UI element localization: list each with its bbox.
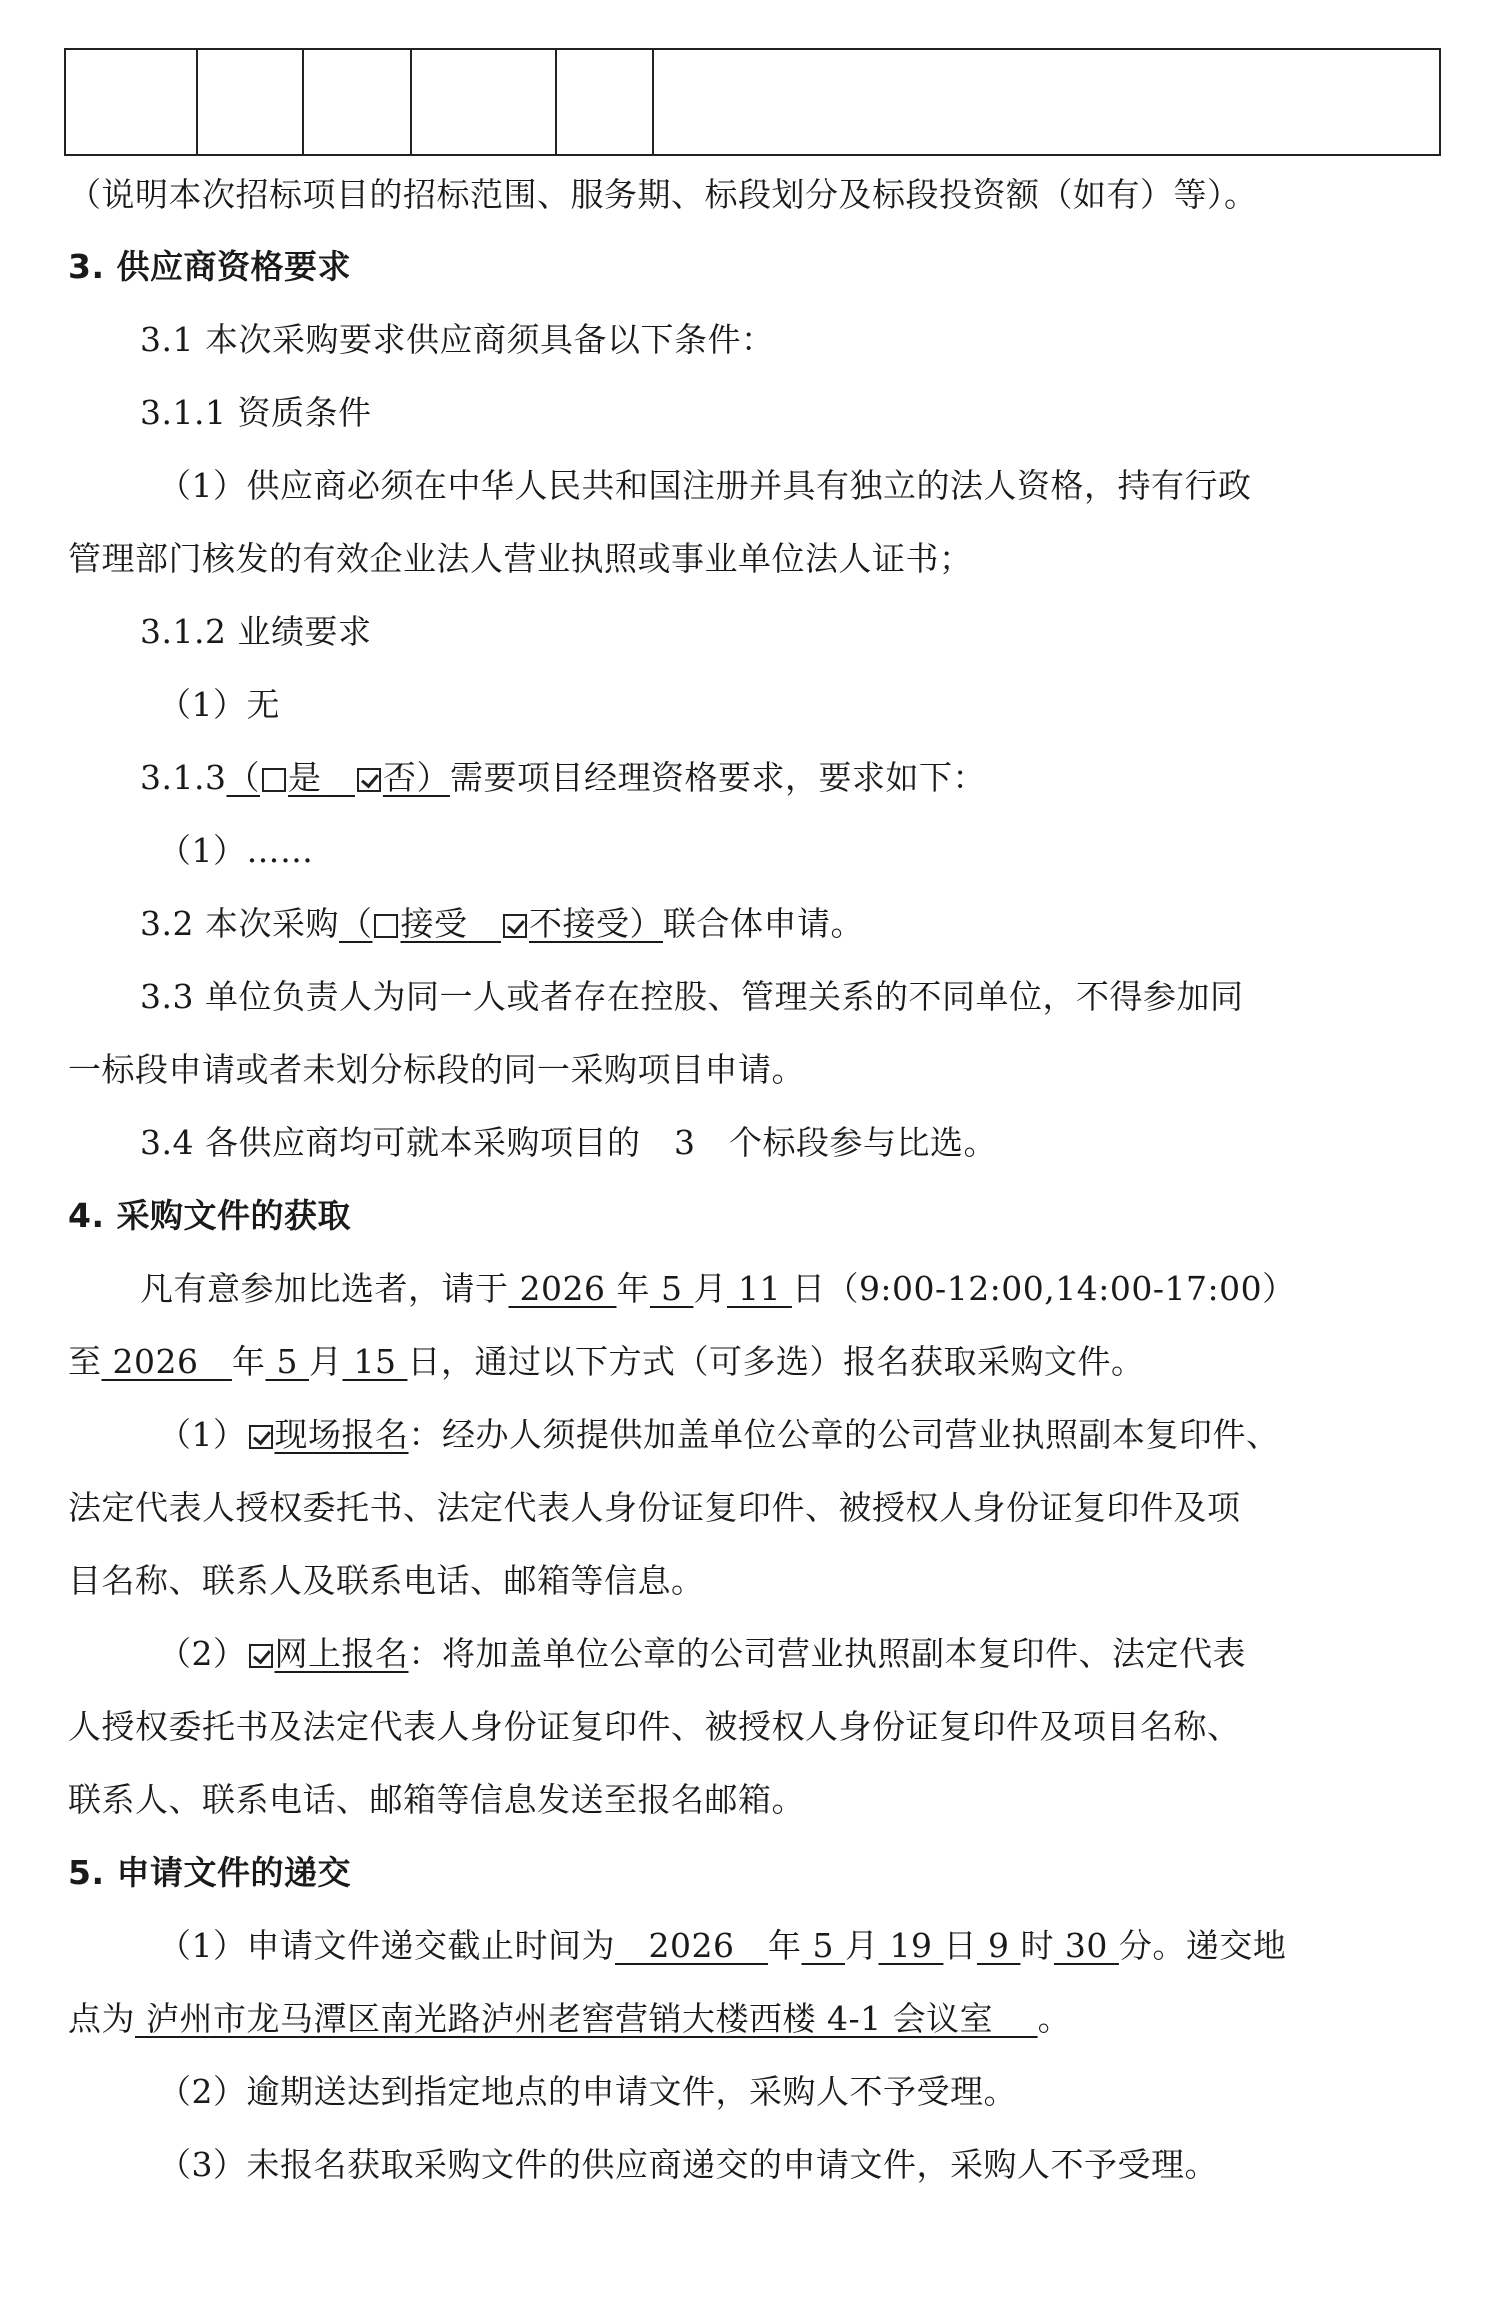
section-4-heading: 4. 采购文件的获取 bbox=[68, 1196, 351, 1235]
paren: （ bbox=[338, 904, 373, 943]
text: ：将加盖单位公章的公司营业执照副本复印件、法定代表 bbox=[408, 1634, 1246, 1673]
online-option bbox=[247, 1634, 409, 1673]
scope-note: （说明本次招标项目的招标范围、服务期、标段划分及标段投资额（如有）等）。 bbox=[68, 175, 1258, 214]
table-cell bbox=[198, 50, 304, 154]
table-row bbox=[64, 48, 1441, 156]
table-cell bbox=[557, 50, 654, 154]
submission-location bbox=[68, 1999, 1071, 2039]
end-month: 5 bbox=[265, 1342, 309, 1381]
text: 月 bbox=[844, 1926, 879, 1965]
text: 分。递交地 bbox=[1118, 1926, 1287, 1965]
checked-box-icon bbox=[249, 1644, 273, 1668]
table-cell bbox=[654, 50, 1439, 154]
text: （1） bbox=[158, 1415, 247, 1454]
submission-address: 泸州市龙马潭区南光路泸州老窖营销大楼西楼 4-1 会议室 bbox=[135, 1999, 1038, 2038]
pm-requirement-item: （1）…… bbox=[158, 831, 314, 870]
clause-3-3a: 3.3 单位负责人为同一人或者存在控股、管理关系的不同单位，不得参加同 bbox=[140, 977, 1244, 1016]
checked-box-icon bbox=[357, 768, 381, 792]
start-month: 5 bbox=[649, 1269, 694, 1308]
online-registration bbox=[158, 1634, 1246, 1674]
online-registration-c: 联系人、联系电话、邮箱等信息发送至报名邮箱。 bbox=[68, 1780, 805, 1819]
clause-number: 3.1.3 bbox=[140, 758, 227, 797]
unregistered-submission-note: （3）未报名获取采购文件的供应商递交的申请文件，采购人不予受理。 bbox=[158, 2145, 1218, 2184]
text: 点为 bbox=[68, 1999, 135, 2038]
registration-period-start bbox=[140, 1269, 1296, 1309]
consortium-choice bbox=[339, 904, 663, 943]
text: 月 bbox=[308, 1342, 343, 1381]
text: ：经办人须提供加盖单位公章的公司营业执照副本复印件、 bbox=[408, 1415, 1280, 1454]
text: 年 bbox=[767, 1926, 802, 1965]
clause-3-1-1: 3.1.1 资质条件 bbox=[140, 393, 372, 432]
deadline-minute: 30 bbox=[1053, 1926, 1119, 1965]
checked-box-icon bbox=[503, 914, 527, 938]
unchecked-box-icon bbox=[262, 768, 286, 792]
start-year: 2026 bbox=[508, 1269, 617, 1308]
clause-3-4: 3.4 各供应商均可就本采购项目的 3 个标段参与比选。 bbox=[140, 1123, 997, 1162]
option-yes: 是 bbox=[287, 758, 322, 797]
option-label: 网上报名 bbox=[274, 1634, 409, 1673]
start-day: 11 bbox=[726, 1269, 792, 1308]
clause-text: 3.2 本次采购 bbox=[140, 904, 339, 943]
onsite-option bbox=[247, 1415, 409, 1454]
text: 至 bbox=[68, 1342, 102, 1381]
deadline-year: 2026 bbox=[615, 1926, 768, 1965]
option-reject: 不接受） bbox=[528, 904, 663, 943]
section-5-heading: 5. 申请文件的递交 bbox=[68, 1853, 351, 1892]
late-submission-note: （2）逾期送达到指定地点的申请文件，采购人不予受理。 bbox=[158, 2072, 1017, 2111]
qualification-1b: 管理部门核发的有效企业法人营业执照或事业单位法人证书； bbox=[68, 539, 973, 578]
online-registration-b: 人授权委托书及法定代表人身份证复印件、被授权人身份证复印件及项目名称、 bbox=[68, 1707, 1241, 1746]
submission-deadline bbox=[158, 1926, 1286, 1966]
onsite-registration-b: 法定代表人授权委托书、法定代表人身份证复印件、被授权人身份证复印件及项 bbox=[68, 1488, 1241, 1527]
clause-text: 需要项目经理资格要求，要求如下： bbox=[449, 758, 986, 797]
end-day: 15 bbox=[342, 1342, 408, 1381]
paren: （ bbox=[226, 758, 260, 797]
text: 月 bbox=[693, 1269, 727, 1308]
text: 日 bbox=[943, 1926, 977, 1965]
text: 年 bbox=[616, 1269, 650, 1308]
text: 年 bbox=[231, 1342, 266, 1381]
option-no: 否） bbox=[382, 758, 450, 797]
deadline-day: 19 bbox=[878, 1926, 944, 1965]
table-cell bbox=[66, 50, 198, 154]
section-3-heading: 3. 供应商资格要求 bbox=[68, 247, 351, 286]
text: （2） bbox=[158, 1634, 247, 1673]
text: （1）申请文件递交截止时间为 bbox=[158, 1926, 615, 1965]
unchecked-box-icon bbox=[374, 914, 398, 938]
performance-none: （1）无 bbox=[158, 685, 280, 724]
option-label: 现场报名 bbox=[274, 1415, 409, 1454]
clause-3-1-2: 3.1.2 业绩要求 bbox=[140, 612, 372, 651]
clause-text: 联合体申请。 bbox=[662, 904, 864, 943]
deadline-month: 5 bbox=[801, 1926, 845, 1965]
table-cell bbox=[412, 50, 557, 154]
option-accept: 接受 bbox=[400, 904, 468, 943]
pm-requirement-choice bbox=[226, 758, 450, 797]
text: 日（9:00-12:00,14:00-17:00） bbox=[791, 1269, 1296, 1308]
checked-box-icon bbox=[249, 1425, 273, 1449]
clause-3-3b: 一标段申请或者未划分标段的同一采购项目申请。 bbox=[68, 1050, 805, 1089]
clause-3-1: 3.1 本次采购要求供应商须具备以下条件： bbox=[140, 320, 775, 359]
text: 日，通过以下方式（可多选）报名获取采购文件。 bbox=[407, 1342, 1145, 1381]
text: 。 bbox=[1037, 1999, 1072, 2038]
end-year: 2026 bbox=[101, 1342, 232, 1381]
clause-3-2 bbox=[140, 904, 864, 944]
qualification-1a: （1）供应商必须在中华人民共和国注册并具有独立的法人资格，持有行政 bbox=[158, 466, 1252, 505]
onsite-registration bbox=[158, 1415, 1280, 1455]
deadline-hour: 9 bbox=[976, 1926, 1021, 1965]
table-cell bbox=[304, 50, 412, 154]
registration-period-end bbox=[68, 1342, 1144, 1382]
text: 时 bbox=[1020, 1926, 1054, 1965]
onsite-registration-c: 目名称、联系人及联系电话、邮箱等信息。 bbox=[68, 1561, 705, 1600]
clause-3-1-3 bbox=[140, 758, 986, 798]
text: 凡有意参加比选者，请于 bbox=[140, 1269, 509, 1308]
